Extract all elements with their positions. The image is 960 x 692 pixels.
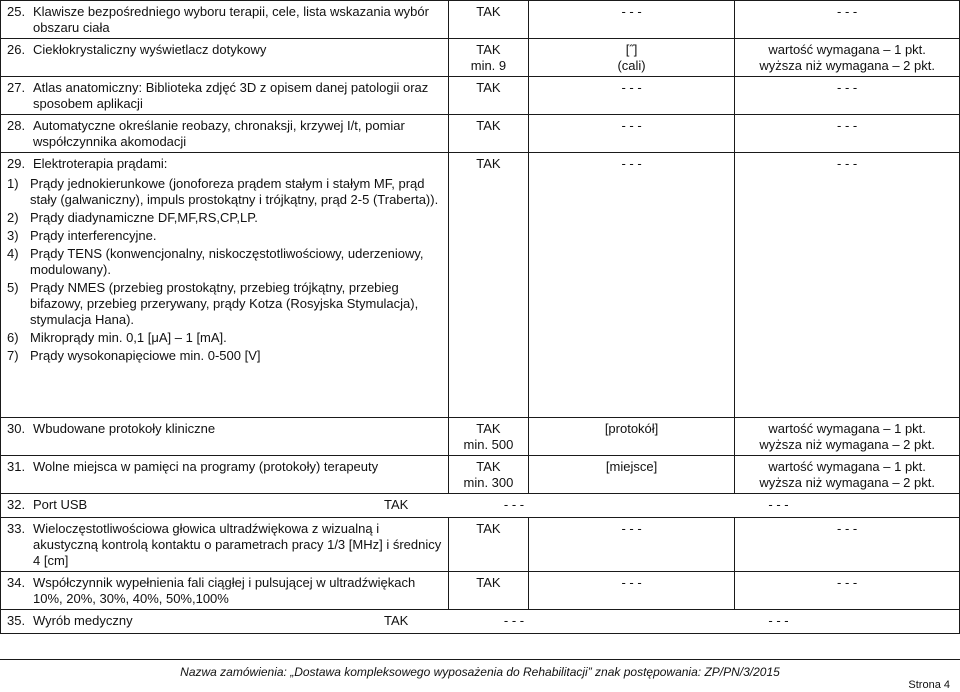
requirement-cell: TAK min. 300 (449, 456, 529, 494)
list-item: 5) Prądy NMES (przebieg prostokątny, przebieg trójkątny, przebieg bifazowy, przebieg przerywany, prądy Kotza (Rosyjska Stymulacja), stymulacja Hana). (7, 280, 419, 327)
list-item: 2) Prądy diadynamiczne DF,MF,RS,CP,LP. (7, 210, 258, 225)
item-description: 29. Elektroterapia prądami: 1) Prądy jednokierunkowe (jonoforeza prądem stałym i stałym MF, prąd stały (galwaniczny), impuls prostokątny i trójkątny, prąd 2-5 (Traberta)). 2) Prądy diadynamiczne DF,MF,RS,CP,LP. 3) Prądy interferencyjne. 4) Prądy TENS (konwencjonalny, niskoczęstotliwościowy, uderzeniowy, modulowany). 5) Prądy NMES (przebieg prostokątny, przebieg trójkątny, przebieg bifazowy, przebieg przerywany, prądy Kotza (Rosyjska Stymulacja), stymulacja Hana). 6) Mikroprądy min. 0,1 [μA] – 1 [mA]. 7) Prądy wysokonapięciowe min. 0-500 [V] (1, 153, 449, 418)
points-cell: - - - (735, 115, 960, 153)
requirement-cell: TAK (449, 153, 529, 418)
offered-value-cell: - - - (503, 613, 525, 628)
requirement-cell: TAK (449, 115, 529, 153)
requirement-cell: TAK (384, 613, 409, 628)
offered-value-cell: - - - (528, 115, 735, 153)
item-description: 26. Ciekłokrystaliczny wyświetlacz dotykowy (1, 39, 449, 77)
table-row (1, 77, 960, 115)
table-row (1, 494, 960, 518)
table-row (1, 610, 960, 634)
current-types-list (7, 176, 442, 364)
table-row (1, 115, 960, 153)
item-description: 25. Klawisze bezpośredniego wyboru terapii, cele, lista wskazania wybór obszaru ciała (1, 1, 449, 39)
offered-value-cell: [miejsce] (528, 456, 735, 494)
offered-value-cell: [protokół] (528, 418, 735, 456)
points-cell: wartość wymagana – 1 pkt. wyższa niż wymagana – 2 pkt. (735, 418, 960, 456)
requirement-cell: TAK (449, 572, 529, 610)
footer-order-name: Nazwa zamówienia: „Dostawa kompleksowego wyposażenia do Rehabilitacji” znak postępowania: ZP/PN/3/2015 (180, 665, 780, 679)
table-row (1, 1, 960, 39)
list-item: 1) Prądy jednokierunkowe (jonoforeza prądem stałym i stałym MF, prąd stały (galwaniczny), impuls prostokątny i trójkątny, prąd 2-5 (Traberta)). (7, 176, 439, 207)
requirement-cell: TAK min. 9 (449, 39, 529, 77)
offered-value-cell: - - - (528, 518, 735, 572)
table-row (1, 456, 960, 494)
requirement-cell: TAK (449, 518, 529, 572)
points-cell: - - - (735, 153, 960, 418)
requirement-cell: TAK (449, 77, 529, 115)
offered-value-cell: - - - (503, 497, 525, 512)
points-cell: - - - (735, 1, 960, 39)
table-row (1, 153, 960, 418)
points-cell: wartość wymagana – 1 pkt. wyższa niż wymagana – 2 pkt. (735, 456, 960, 494)
requirement-cell: TAK (384, 497, 409, 512)
table-row (1, 572, 960, 610)
item-description: 32. Port USB TAK - - - - - - (1, 494, 960, 518)
page-number: Strona 4 (908, 679, 950, 691)
footer-divider (0, 659, 960, 660)
item-description: 31. Wolne miejsca w pamięci na programy (protokoły) terapeuty (1, 456, 449, 494)
points-cell: - - - (768, 613, 789, 628)
requirement-cell: TAK min. 500 (449, 418, 529, 456)
item-description: 30. Wbudowane protokoły kliniczne (1, 418, 449, 456)
item-description: 35. Wyrób medyczny TAK - - - - - - (1, 610, 960, 634)
points-cell: - - - (735, 518, 960, 572)
list-item: 7) Prądy wysokonapięciowe min. 0-500 [V] (7, 348, 261, 363)
item-description: 27. Atlas anatomiczny: Biblioteka zdjęć 3D z opisem danej patologii oraz sposobem aplikacji (1, 77, 449, 115)
offered-value-cell: - - - (528, 1, 735, 39)
table-row (1, 518, 960, 572)
requirement-cell: TAK (449, 1, 529, 39)
offered-value-cell: [˝] (cali) (528, 39, 735, 77)
points-cell: - - - (768, 497, 789, 512)
table-row (1, 418, 960, 456)
offered-value-cell: - - - (528, 77, 735, 115)
offered-value-cell: - - - (528, 153, 735, 418)
item-description: 33. Wieloczęstotliwościowa głowica ultradźwiękowa z wizualną i akustyczną kontrolą kontaktu o parametrach pracy 1/3 [MHz] i średnicy 4 [cm] (1, 518, 449, 572)
points-cell: - - - (735, 572, 960, 610)
points-cell: wartość wymagana – 1 pkt. wyższa niż wymagana – 2 pkt. (735, 39, 960, 77)
points-cell: - - - (735, 77, 960, 115)
item-description: 34. Współczynnik wypełnienia fali ciągłej i pulsującej w ultradźwiękach 10%, 20%, 30%, 40%, 50%,100% (1, 572, 449, 610)
item-description: 28. Automatyczne określanie reobazy, chronaksji, krzywej I/t, pomiar współczynnika akomodacji (1, 115, 449, 153)
list-item: 6) Mikroprądy min. 0,1 [μA] – 1 [mA]. (7, 330, 227, 345)
list-item: 4) Prądy TENS (konwencjonalny, niskoczęstotliwościowy, uderzeniowy, modulowany). (7, 246, 424, 277)
table-row (1, 39, 960, 77)
offered-value-cell: - - - (528, 572, 735, 610)
list-item: 3) Prądy interferencyjne. (7, 228, 157, 243)
